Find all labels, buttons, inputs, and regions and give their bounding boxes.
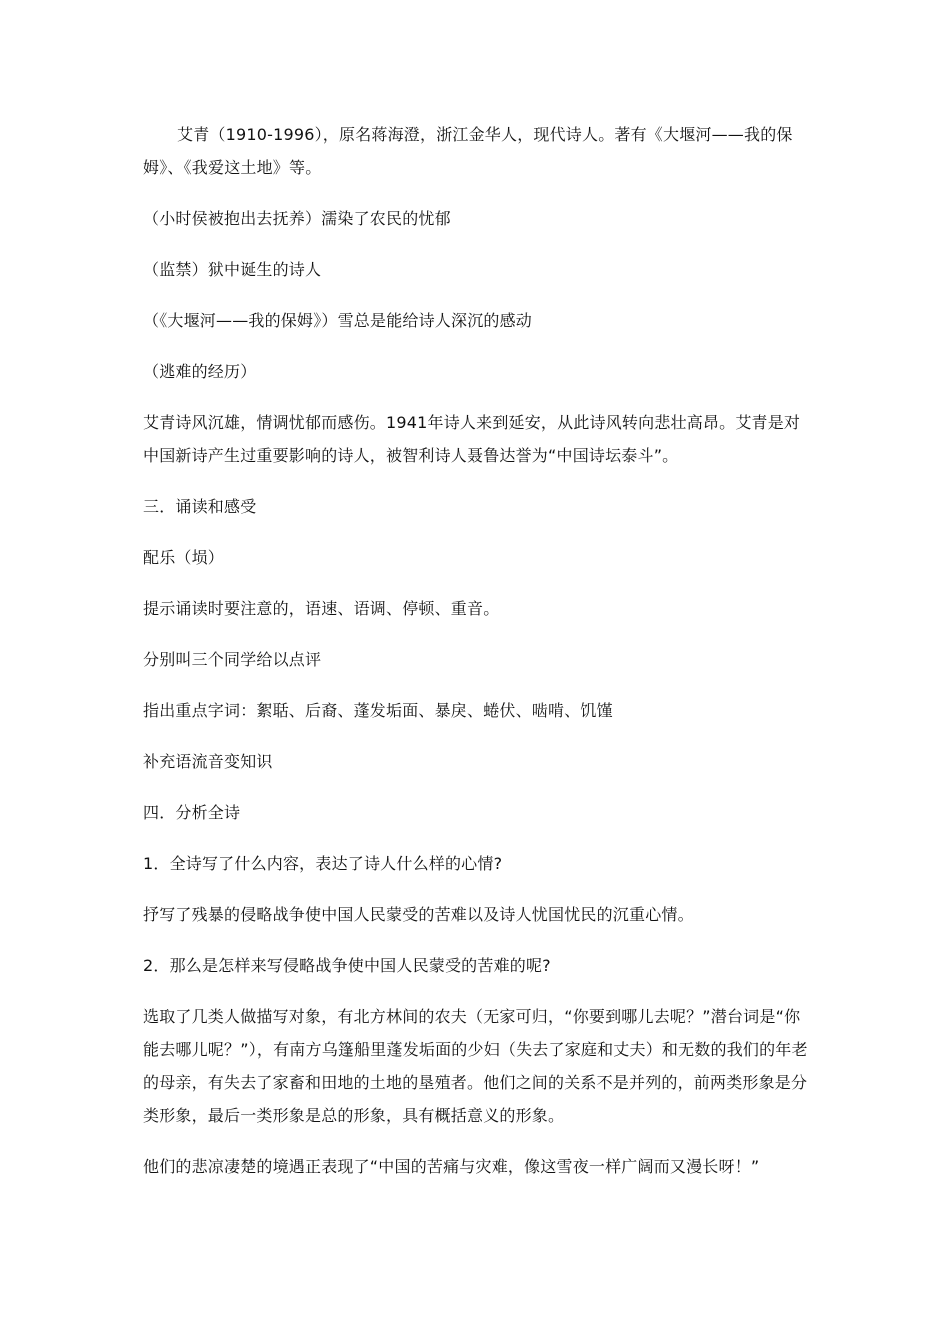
- answer-one: 抒写了残暴的侵略战争使中国人民蒙受的苦难以及诗人忧国忧民的沉重心情。: [143, 905, 694, 924]
- section-heading-three: 三．诵读和感受: [143, 497, 257, 516]
- paragraph-reading-tips: 提示诵读时要注意的，语速、语调、停顿、重音。: [143, 599, 500, 618]
- document-body: [143, 118, 808, 1183]
- paragraph-snow: （《大堰河——我的保姆》）雪总是能给诗人深沉的感动: [143, 311, 533, 330]
- paragraph-refugee: （逃难的经历）: [143, 362, 257, 381]
- paragraph-conclusion: 他们的悲凉凄楚的境遇正表现了“中国的苦痛与灾难，像这雪夜一样广阔而又漫长呀！”: [143, 1157, 760, 1176]
- paragraph-prison: （监禁）狱中诞生的诗人: [143, 260, 322, 279]
- paragraph-childhood: （小时侯被抱出去抚养）濡染了农民的忧郁: [143, 209, 451, 228]
- paragraph-author-intro: 艾青（1910-1996），原名蒋海澄，浙江金华人，现代诗人。著有《大堰河——我的保姆》、《我爱这土地》等。: [143, 125, 793, 177]
- section-heading-four: 四．分析全诗: [143, 803, 241, 822]
- paragraph-sound-change: 补充语流音变知识: [143, 752, 273, 771]
- question-two: 2．那么是怎样来写侵略战争使中国人民蒙受的苦难的呢?: [143, 956, 551, 975]
- answer-two: 选取了几类人做描写对象，有北方林间的农夫（无家可归，“你要到哪儿去呢？”潜台词是“你能去哪儿呢？”），有南方乌篷船里蓬发垢面的少妇（失去了家庭和丈夫）和无数的我们的年老的母亲，有失去了家畜和田地的土地的垦殖者。他们之间的关系不是并列的，前两类形象是分类形象，最后一类形象是总的形象，具有概括意义的形象。: [143, 1007, 808, 1125]
- paragraph-comments: 分别叫三个同学给以点评: [143, 650, 322, 669]
- question-one: 1．全诗写了什么内容，表达了诗人什么样的心情?: [143, 854, 503, 873]
- paragraph-key-words: 指出重点字词：絮聒、后裔、蓬发垢面、暴戾、蜷伏、啮啃、饥馑: [143, 701, 613, 720]
- paragraph-music: 配乐（埙）: [143, 548, 225, 567]
- paragraph-style: 艾青诗风沉雄，情调忧郁而感伤。1941年诗人来到延安，从此诗风转向悲壮高昂。艾青是对中国新诗产生过重要影响的诗人，被智利诗人聂鲁达誉为“中国诗坛泰斗”。: [143, 413, 801, 465]
